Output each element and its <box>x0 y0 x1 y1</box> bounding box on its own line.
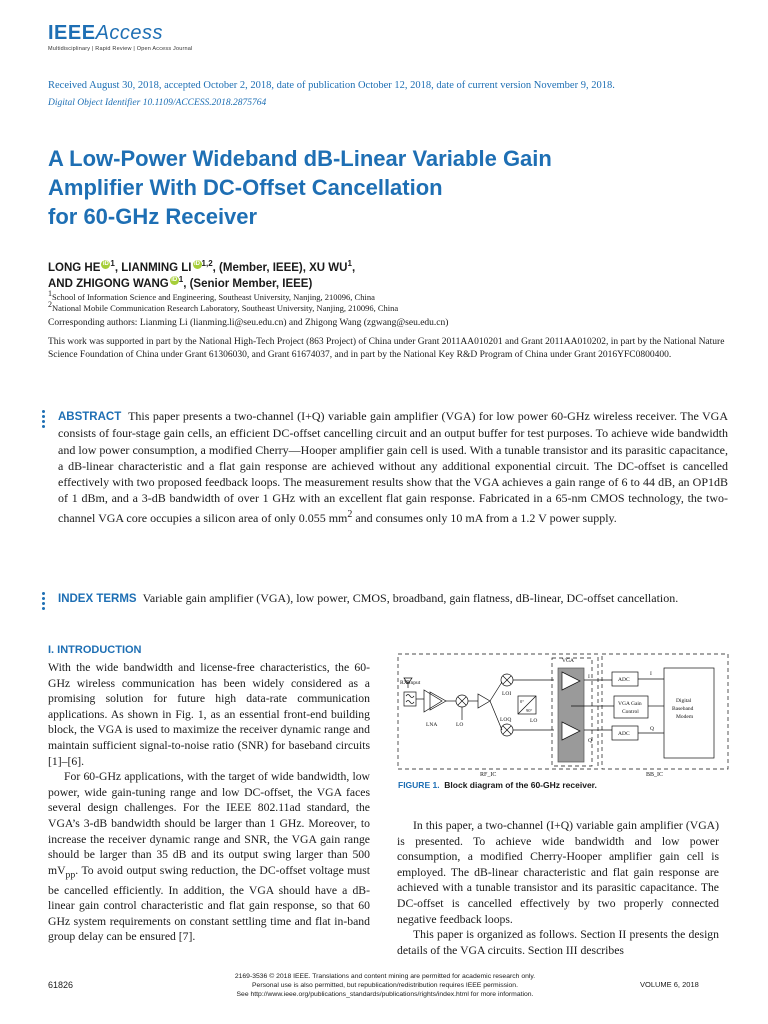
author-role: (Senior Member, IEEE) <box>189 278 313 290</box>
orcid-icon[interactable]: iD <box>171 277 178 283</box>
q-out-label: Q <box>650 726 654 732</box>
paragraph <box>48 769 370 945</box>
bb-ic-boundary <box>602 654 728 769</box>
paragraph: With the wide bandwidth and license-free characteristics, the 60-GHz wireless communication has been widely considered as a promising solution for future high data-rate communication applications. As shown in Fig. 1, as an essential front-end building block, the VGA is used to maximize the receiver dynamic range and maintain sufficient signal-to-noise ratio (SNR) for baseband circuits [1]–[6]. <box>48 661 370 768</box>
vga-ctrl-label-2: Control <box>622 709 639 715</box>
affiliation-1 <box>48 289 728 303</box>
logo-ieee-text: IEEE <box>48 22 96 44</box>
affil-number: 1 <box>48 289 52 299</box>
copyright-line: Personal use is also permitted, but republication/redistribution requires IEEE permission. <box>252 982 518 989</box>
abstract-tail: and consumes only 10 mA from a 1.2 V power supply. <box>352 510 617 525</box>
title-line: Amplifier With DC-Offset Cancellation <box>48 175 443 200</box>
doi-line: Digital Object Identifier 10.1109/ACCESS.2018.2875764 <box>48 98 267 108</box>
author-name: LIANMING LI <box>121 262 192 274</box>
bb-ic-label: BB_IC <box>646 772 664 778</box>
vga-ctrl-label-1: VGA Gain <box>618 701 642 707</box>
orcid-icon[interactable]: iD <box>102 261 109 267</box>
loi-label: LOI <box>502 691 512 697</box>
author-affil-sup: 1 <box>110 259 115 269</box>
index-text: Variable gain amplifier (VGA), low power, CMOS, broadband, gain flatness, dB-linear, DC-offset cancellation. <box>142 591 679 605</box>
author-affil-sup: 1 <box>347 259 352 269</box>
author-name: LONG HE <box>48 262 101 274</box>
paragraph-text: For 60-GHz applications, with the target of wide bandwidth, low power, wide gain-tuning range and low DC-offset, the VGA faces several design challenges. For the IEEE 802.11ad standard, the VGA’s 3-dB bandwidth should be larger than 1 GHz. Moreover, to increase the receiver dynamic range and SNR, the VGA gain range should be larger than 35 dB and its output swing larger than 500 mV <box>48 770 370 877</box>
index-label: INDEX TERMS <box>58 593 137 605</box>
copyright-line[interactable]: See http://www.ieee.org/publications_standards/publications/rights/index.html for more information. <box>236 991 534 998</box>
lna-label: LNA <box>426 722 438 728</box>
lo-label: LO <box>456 722 464 728</box>
paper-title <box>48 144 708 231</box>
digital-baseband-modem-box <box>664 668 714 758</box>
received-dates: Received August 30, 2018, accepted October 2, 2018, date of publication October 12, 2018, date of current version November 9, 2018. <box>48 80 615 91</box>
lo-right-label: LO <box>530 718 538 724</box>
author-name: XU WU <box>309 262 348 274</box>
filter-icon <box>406 695 414 704</box>
modem-label-3: Modem <box>676 714 694 720</box>
corresponding-authors: Corresponding authors: Lianming Li (lianming.li@seu.edu.cn) and Zhigong Wang (zgwang@seu.edu.cn) <box>48 318 449 328</box>
left-column <box>48 660 370 945</box>
copyright-notice <box>190 972 580 999</box>
abstract-label: ABSTRACT <box>58 411 122 423</box>
author-role: (Member, IEEE) <box>219 262 303 274</box>
phase-90-label: 90° <box>526 708 533 713</box>
adc-top-label: ADC <box>618 677 630 683</box>
abstract-sup: 2 <box>347 508 353 520</box>
affil-text: National Mobile Communication Research Laboratory, Southeast University, Nanjing, 210096, China <box>52 303 399 313</box>
title-line: for 60-GHz Receiver <box>48 204 258 229</box>
figure-caption-text: Block diagram of the 60-GHz receiver. <box>444 780 597 790</box>
loq-label: LOQ <box>500 717 512 723</box>
index-marker-icon <box>42 592 46 612</box>
title-line: A Low-Power Wideband dB-Linear Variable Gain <box>48 146 552 171</box>
vga-label: VGA <box>562 658 574 664</box>
right-column <box>397 818 719 958</box>
affil-number: 2 <box>48 300 52 310</box>
adc-bottom-label: ADC <box>618 731 630 737</box>
logo-tagline: Multidisciplinary | Rapid Review | Open Access Journal <box>48 46 193 52</box>
affil-text: School of Information Science and Engineering, Southeast University, Nanjing, 210096, China <box>52 292 375 302</box>
orcid-icon[interactable]: iD <box>194 261 201 267</box>
figure-label: FIGURE 1. <box>398 780 440 790</box>
lna-stage-icon <box>430 692 446 710</box>
filter-box <box>404 692 416 706</box>
funding-note: This work was supported in part by the National High-Tech Project (863 Project) of China under Grant 2011AA010201 and Grant 2011AA010202, in part by the National Nature Science Foundation of China under Grant 61306030, and Grant 61674037, and in part by the National Key R&D Program of China under Grant 2016YFC0800400. <box>48 337 725 360</box>
section-heading: I. INTRODUCTION <box>48 644 142 656</box>
rf-ic-label: RF_IC <box>480 772 497 778</box>
phase-0-label: 0° <box>520 699 525 704</box>
affiliation-2 <box>48 300 728 314</box>
i-out-label: I <box>650 671 652 677</box>
modem-label-1: Digital <box>676 698 692 704</box>
figure-1-diagram <box>394 650 730 780</box>
author-name: AND ZHIGONG WANG <box>48 278 169 290</box>
logo-access-text: Access <box>95 22 164 44</box>
q-label: Q <box>588 738 592 744</box>
page-number: 61826 <box>48 980 74 990</box>
paragraph: This paper is organized as follows. Section II presents the design details of the VGA circuits. Section III describes <box>397 928 719 957</box>
i-label: I <box>588 674 590 680</box>
figure-caption <box>398 780 597 790</box>
author-list: LONG HE iD $^1$, LIANMING LI iD $^{1,2}$, (Member, IEEE), XU $WU^1$, AND ZHIGONG WANG iD $^1$, (Senior Member, IEEE) <box>48 259 356 290</box>
paragraph-text: . To avoid output swing reduction, the DC-offset voltage must be cancelled efficiently. In addition, the VGA should have a dB-linear gain control characteristic and flat gain response, so that 60 GHz system requirements on constant settling time and flat in-band group delay can be ensured [7]. <box>48 863 370 944</box>
abstract <box>58 408 728 526</box>
rx-input-label: RX input <box>400 680 421 686</box>
paragraph: In this paper, a two-channel (I+Q) variable gain amplifier (VGA) is presented. To achieve wide bandwidth and low power consumption, a modified Cherry-Hooper amplifier gain cell is employed. The dB-linear characteristic and flat gain response are achieved with a tunable transistor and its parasitic capacitance. The DC-offset is cancelled effectively by two properly connected negative feedback loops. <box>397 819 719 926</box>
amplifier-icon <box>478 694 490 708</box>
volume-label: VOLUME 6, 2018 <box>640 980 699 989</box>
paragraph-sub: pp <box>65 869 76 881</box>
author-affil-sup: 1,2 <box>201 259 213 269</box>
abstract-text: This paper presents a two-channel (I+Q) variable gain amplifier (VGA) for low power 60-GHz wireless receiver. The VGA consists of four-stage gain cells, an efficient DC-offset cancelling circuit and an output buffer for test purposes. To achieve wide bandwidth and low power consumption, a modified Cherry—Hooper amplifier gain cell is used. With a tunable transistor and its parasitic capacitance, a dB-linear characteristic and a flat gain response are achieved without any additional exponential circuit. The DC-offset is cancelled effectively with two proposed feedback loops. The measurement results show that the VGA achieves a gain range of 6 to 44 dB, an OP1dB of 1 dBm, and a 3-dB bandwidth of over 1 GHz with an excellent flat gain response. Fabricated in a 65-nm CMOS technology, the two-channel VGA core occupies a silicon area of only 0.055 mm <box>58 409 729 525</box>
journal-logo <box>48 22 163 45</box>
author-affil-sup: 1 <box>178 275 184 285</box>
modem-label-2: Baseband <box>672 706 694 712</box>
abstract-marker-icon <box>42 410 46 430</box>
index-terms <box>58 590 728 607</box>
copyright-line: 2169-3536 © 2018 IEEE. Translations and content mining are permitted for academic research only. <box>234 973 536 980</box>
